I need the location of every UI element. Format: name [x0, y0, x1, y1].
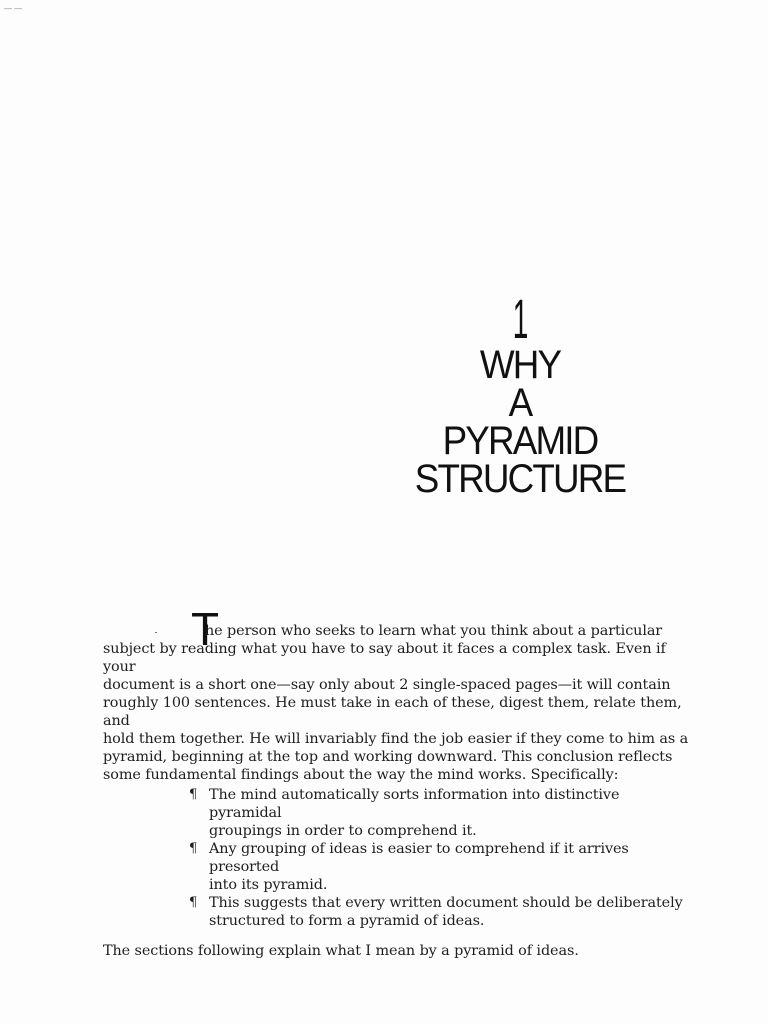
chapter-number: 1	[512, 287, 528, 350]
bullet-line: structured to form a pyramid of ideas.	[209, 913, 485, 929]
bullet-line: This suggests that every written document should be deliberately	[209, 895, 683, 911]
closing-paragraph: The sections following explain what I mean by a pyramid of ideas.	[103, 943, 579, 959]
bullet-line: The mind automatically sorts information into distinctive pyramidal	[209, 787, 620, 821]
lead-paragraph	[103, 603, 693, 784]
paragraph-line: some fundamental findings about the way the mind works. Specifically:	[103, 767, 619, 783]
bullet-line: into its pyramid.	[209, 877, 328, 893]
chapter-title-line: WHY	[479, 343, 561, 387]
paragraph-line: subject by reading what you have to say about it faces a complex task. Even if your	[103, 641, 666, 675]
drop-cap: T	[191, 603, 219, 655]
paragraph-line: document is a short one—say only about 2 single-spaced pages—it will contain	[103, 677, 671, 693]
corner-mark: — —	[4, 4, 23, 13]
pilcrow-icon: ¶	[189, 841, 198, 856]
paragraph-line: roughly 100 sentences. He must take in each of these, digest them, relate them, and	[103, 695, 682, 729]
bullet-item	[189, 786, 693, 840]
first-line	[103, 603, 693, 655]
chapter-title-line: STRUCTURE	[414, 457, 626, 501]
pilcrow-icon: ¶	[189, 895, 198, 910]
chapter-heading	[380, 287, 660, 501]
paragraph-line: hold them together. He will invariably find the job easier if they come to him as a	[103, 731, 689, 747]
bullet-list	[103, 786, 693, 930]
bullet-line: groupings in order to comprehend it.	[209, 823, 477, 839]
chapter-title-line: PYRAMID	[442, 419, 598, 463]
bullet-line: Any grouping of ideas is easier to comprehend if it arrives presorted	[209, 841, 629, 875]
chapter-title-line: A	[508, 381, 532, 425]
paragraph-line: pyramid, beginning at the top and working downward. This conclusion reflects	[103, 749, 673, 765]
pilcrow-icon: ¶	[189, 787, 198, 802]
bullet-item	[189, 894, 693, 930]
body-text	[103, 603, 693, 960]
bullet-item	[189, 840, 693, 894]
first-line-text: he person who seeks to learn what you think about a particular	[205, 623, 663, 639]
